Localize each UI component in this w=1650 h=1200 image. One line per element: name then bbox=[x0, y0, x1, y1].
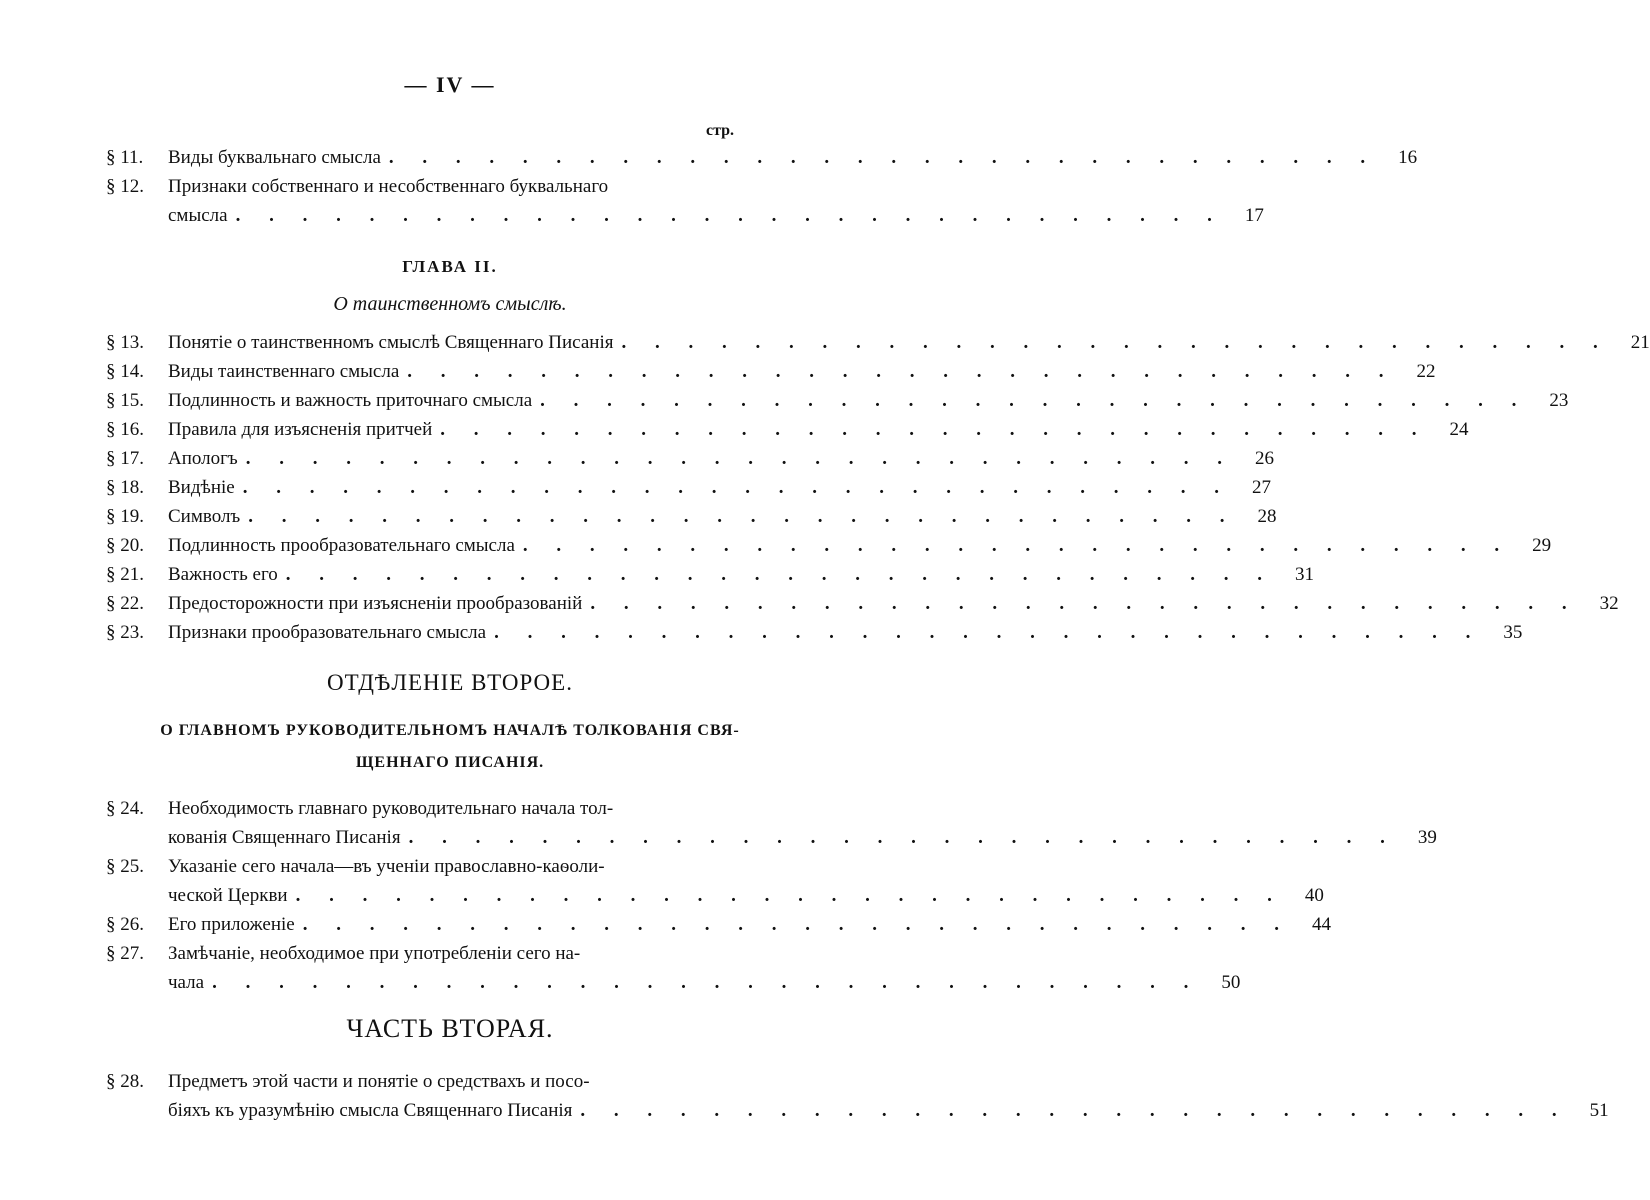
section-number: § 16. bbox=[106, 419, 144, 440]
entry-title: Его приложеніе bbox=[168, 914, 295, 935]
dot-leader: . . . . . . . . . . . . . . . . . . . . . . . . . . . . . . bbox=[235, 205, 1224, 226]
dot-leader: . . . . . . . . . . . . . . . . . . . . . . . . . . . . . . bbox=[590, 593, 1579, 614]
entry-title: Замѣчаніе, необходимое при употребленіи сего на- bbox=[168, 943, 581, 964]
toc-line bbox=[106, 967, 1241, 996]
section-number: § 21. bbox=[106, 564, 144, 585]
entry-title: біяхъ къ уразумѣнію смысла Священнаго Писанія bbox=[168, 1100, 573, 1121]
dot-leader: . . . . . . . . . . . . . . . . . . . . . . . . . . . . . . bbox=[580, 1100, 1569, 1121]
chapter-title: ГЛАВА II. bbox=[402, 257, 498, 276]
toc-line bbox=[106, 880, 1324, 909]
toc-entry bbox=[106, 501, 1277, 530]
entry-title: смысла bbox=[168, 205, 228, 226]
toc-entry bbox=[106, 559, 1315, 588]
page-number-ref: 24 bbox=[1449, 419, 1469, 440]
toc-line bbox=[106, 938, 746, 967]
toc-line bbox=[106, 822, 1437, 851]
toc-line bbox=[106, 501, 1277, 530]
chapter-subtitle: О таинственномъ смыслѣ. bbox=[333, 293, 567, 315]
page-number-ref: 32 bbox=[1599, 593, 1619, 614]
toc-entry bbox=[106, 909, 1331, 938]
toc-line bbox=[106, 588, 1619, 617]
entry-title: ческой Церкви bbox=[168, 885, 288, 906]
toc-line bbox=[106, 142, 1418, 171]
toc-line bbox=[106, 356, 1436, 385]
section-number: § 20. bbox=[106, 535, 144, 556]
toc-line bbox=[106, 200, 1264, 229]
toc-entry bbox=[106, 472, 1271, 501]
page-number-ref: 21 bbox=[1630, 332, 1650, 353]
department-subtitle-line1: О ГЛАВНОМЪ РУКОВОДИТЕЛЬНОМЪ НАЧАЛѢ ТОЛКОВАНІЯ СВЯ- bbox=[160, 722, 740, 739]
toc-line bbox=[106, 327, 1650, 356]
toc-line bbox=[106, 1095, 1609, 1124]
page-number-ref: 31 bbox=[1295, 564, 1315, 585]
part-title: ЧАСТЬ ВТОРАЯ. bbox=[346, 1014, 554, 1043]
entry-title: Виды таинственнаго смысла bbox=[168, 361, 400, 382]
page-number-ref: 50 bbox=[1221, 972, 1241, 993]
toc-line bbox=[106, 443, 1274, 472]
entry-title: Необходимость главнаго руководительнаго начала тол- bbox=[168, 798, 614, 819]
toc-entry bbox=[106, 938, 1241, 996]
entry-title: Виды буквальнаго смысла bbox=[168, 147, 381, 168]
section-number: § 23. bbox=[106, 622, 144, 643]
toc-line bbox=[106, 793, 746, 822]
section-number: § 17. bbox=[106, 448, 144, 469]
toc-entry bbox=[106, 588, 1619, 617]
toc-line bbox=[106, 472, 1271, 501]
entry-title: Признаки собственнаго и несобственнаго буквальнаго bbox=[168, 176, 609, 197]
dot-leader: . . . . . . . . . . . . . . . . . . . . . . . . . . . . . . bbox=[408, 827, 1397, 848]
page-number-ref: 35 bbox=[1503, 622, 1523, 643]
page-number-ref: 22 bbox=[1416, 361, 1436, 382]
page-number-ref: 40 bbox=[1304, 885, 1324, 906]
toc-entry bbox=[106, 385, 1569, 414]
section-number: § 27. bbox=[106, 943, 144, 964]
toc-line bbox=[106, 385, 1569, 414]
section-number: § 11. bbox=[106, 147, 144, 168]
entry-title: Признаки прообразовательнаго смысла bbox=[168, 622, 487, 643]
toc-line bbox=[106, 909, 1331, 938]
dot-leader: . . . . . . . . . . . . . . . . . . . . . . . . . . . . . . bbox=[248, 506, 1237, 527]
entry-title: Символъ bbox=[168, 506, 241, 527]
page-number-ref: 23 bbox=[1549, 390, 1569, 411]
page-number-ref: 17 bbox=[1244, 205, 1264, 226]
entry-title: кованія Священнаго Писанія bbox=[168, 827, 401, 848]
toc-entry bbox=[106, 142, 1418, 171]
section-number: § 26. bbox=[106, 914, 144, 935]
page-number-ref: 26 bbox=[1255, 448, 1274, 469]
dot-leader: . . . . . . . . . . . . . . . . . . . . . . . . . . . . . . bbox=[494, 622, 1483, 643]
entry-title: Правила для изъясненія притчей bbox=[168, 419, 433, 440]
page-number-ref: 44 bbox=[1311, 914, 1331, 935]
dot-leader: . . . . . . . . . . . . . . . . . . . . . . . . . . . . . . bbox=[540, 390, 1529, 411]
page-number-ref: 28 bbox=[1257, 506, 1277, 527]
toc-line bbox=[106, 171, 746, 200]
entry-title: Понятіе о таинственномъ смыслѣ Священнаго Писанія bbox=[168, 332, 614, 353]
toc-entry bbox=[106, 793, 1437, 851]
entry-title: Подлинность прообразовательнаго смысла bbox=[168, 535, 515, 556]
page-number-ref: 29 bbox=[1532, 535, 1552, 556]
toc-entry bbox=[106, 1066, 1609, 1124]
dot-leader: . . . . . . . . . . . . . . . . . . . . . . . . . . . . . . bbox=[440, 419, 1429, 440]
dot-leader: . . . . . . . . . . . . . . . . . . . . . . . . . . . . . . bbox=[302, 914, 1291, 935]
dot-leader: . . . . . . . . . . . . . . . . . . . . . . . . . . . . . . bbox=[245, 448, 1234, 469]
dot-leader: . . . . . . . . . . . . . . . . . . . . . . . . . . . . . . bbox=[407, 361, 1396, 382]
toc-entry bbox=[106, 327, 1650, 356]
dot-leader: . . . . . . . . . . . . . . . . . . . . . . . . . . . . . . bbox=[522, 535, 1512, 556]
page-column-label: стр. bbox=[706, 122, 735, 139]
section-number: § 22. bbox=[106, 593, 144, 614]
entry-title: Подлинность и важность приточнаго смысла bbox=[168, 390, 533, 411]
page-number-ref: 51 bbox=[1589, 1100, 1609, 1121]
toc-entry bbox=[106, 414, 1469, 443]
section-number: § 25. bbox=[106, 856, 144, 877]
toc-entry bbox=[106, 617, 1523, 646]
entry-title: Видѣніе bbox=[168, 477, 235, 498]
toc-entry bbox=[106, 851, 1324, 909]
toc-line bbox=[106, 617, 1523, 646]
toc-group-1 bbox=[106, 142, 1418, 229]
page-number-ref: 16 bbox=[1398, 147, 1418, 168]
entry-title: Предосторожности при изъясненіи прообразованій bbox=[168, 593, 583, 614]
toc-group-2 bbox=[106, 327, 1650, 646]
section-number: § 12. bbox=[106, 176, 144, 197]
section-number: § 28. bbox=[106, 1071, 144, 1092]
toc-entry bbox=[106, 171, 1264, 229]
section-number: § 15. bbox=[106, 390, 144, 411]
dot-leader: . . . . . . . . . . . . . . . . . . . . . . . . . . . . . . bbox=[621, 332, 1610, 353]
entry-title: Указаніе сего начала—въ ученіи православно-каѳоли- bbox=[168, 856, 605, 877]
entry-title: Предметъ этой части и понятіе о средствахъ и посо- bbox=[168, 1071, 590, 1092]
toc-group-4 bbox=[106, 1066, 1609, 1124]
department-subtitle-line2: ЩЕННАГО ПИСАНІЯ. bbox=[355, 754, 545, 771]
section-number: § 19. bbox=[106, 506, 144, 527]
toc-entry bbox=[106, 530, 1552, 559]
dot-leader: . . . . . . . . . . . . . . . . . . . . . . . . . . . . . . bbox=[242, 477, 1231, 498]
toc-line bbox=[106, 414, 1469, 443]
toc-line bbox=[106, 530, 1552, 559]
section-number: § 24. bbox=[106, 798, 144, 819]
toc-group-3 bbox=[106, 793, 1437, 996]
department-title: ОТДѢЛЕНІЕ ВТОРОЕ. bbox=[327, 670, 573, 695]
section-number: § 18. bbox=[106, 477, 144, 498]
section-number: § 14. bbox=[106, 361, 144, 382]
section-number: § 13. bbox=[106, 332, 144, 353]
toc-entry bbox=[106, 356, 1436, 385]
page-number-ref: 39 bbox=[1417, 827, 1437, 848]
dot-leader: . . . . . . . . . . . . . . . . . . . . . . . . . . . . . . bbox=[295, 885, 1284, 906]
entry-title: чала bbox=[168, 972, 205, 993]
dot-leader: . . . . . . . . . . . . . . . . . . . . . . . . . . . . . . bbox=[285, 564, 1275, 585]
entry-title: Апологъ bbox=[168, 448, 238, 469]
dot-leader: . . . . . . . . . . . . . . . . . . . . . . . . . . . . . . bbox=[212, 972, 1201, 993]
toc-line bbox=[106, 559, 1315, 588]
page-number-ref: 27 bbox=[1251, 477, 1271, 498]
toc-line bbox=[106, 1066, 746, 1095]
toc-line bbox=[106, 851, 746, 880]
entry-title: Важность его bbox=[168, 564, 278, 585]
toc-entry bbox=[106, 443, 1274, 472]
dot-leader: . . . . . . . . . . . . . . . . . . . . . . . . . . . . . . bbox=[388, 147, 1378, 168]
page-number: — IV — bbox=[404, 72, 496, 97]
